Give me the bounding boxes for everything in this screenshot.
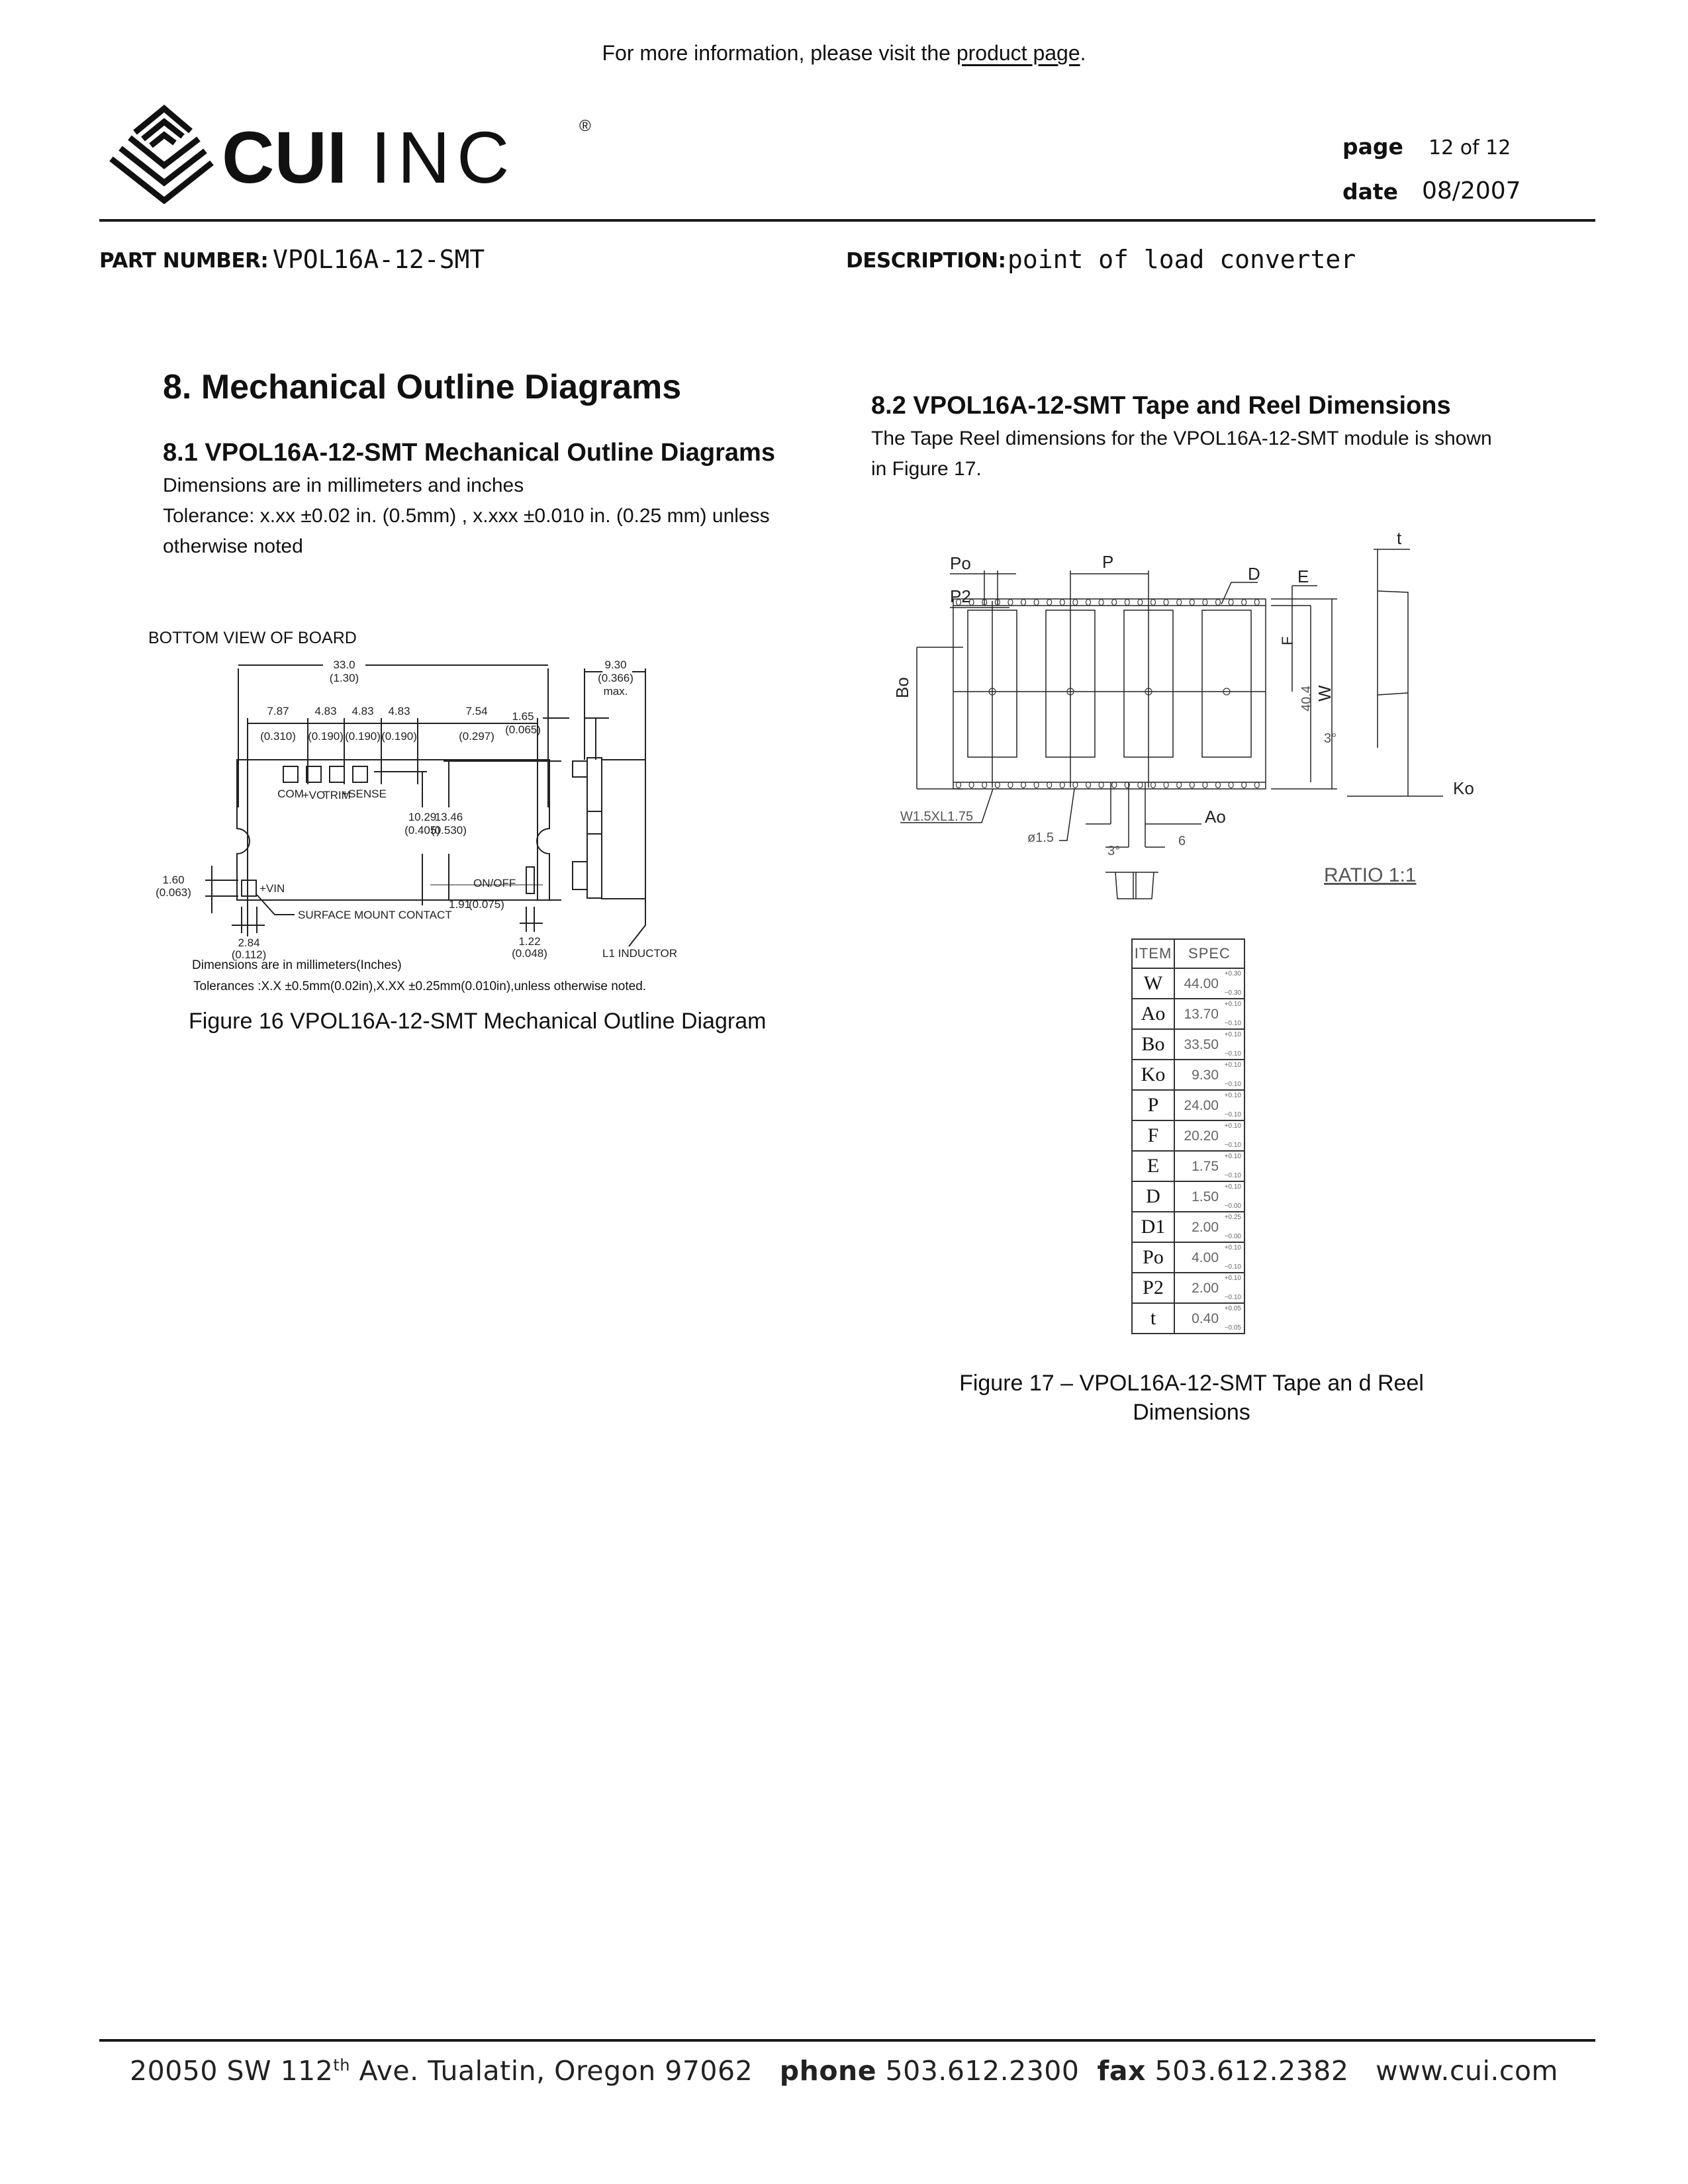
dim-overall-width: 33.0 (333, 659, 355, 671)
label-hole: ø1.5 (1027, 831, 1055, 845)
pad-vin (242, 880, 256, 896)
part-number-label: PART NUMBER: (99, 249, 269, 273)
mechanical-outline-diagram (146, 655, 847, 999)
spec-value-cell (1174, 1273, 1244, 1303)
inductor-label: L1 INDUCTOR (602, 947, 678, 960)
spec-value: 24.00 (1184, 1098, 1219, 1113)
dim-onoff-width: 1.22 (518, 935, 541, 948)
spec-value-cell (1174, 1303, 1244, 1334)
tape-reel-note-cont: in Figure 17. (871, 458, 982, 480)
label-po: Po (950, 553, 971, 573)
spec-value: 1.50 (1192, 1189, 1219, 1205)
dim-pad-height: 1.60 (162, 874, 185, 886)
header-divider (99, 219, 1595, 222)
spec-tol-plus: +0.10 (1224, 1092, 1241, 1099)
date-label: date (1342, 179, 1399, 205)
top-note-suffix: . (1080, 41, 1086, 65)
label-slot: W1.5XL1.75 (900, 809, 974, 824)
dim-pitch-3: 4.83 (352, 705, 374, 717)
spec-item: Ao (1132, 999, 1174, 1029)
spec-item: Bo (1132, 1029, 1174, 1060)
dims-note: Dimensions are in millimeters and inches (163, 475, 524, 496)
cui-logo (106, 98, 609, 204)
dim-pad-width: 2.84 (238, 936, 260, 949)
spec-tol-minus: −0.00 (1224, 1233, 1241, 1240)
footer-fax-label: fax (1097, 2055, 1146, 2087)
label-p2: P2 (950, 586, 971, 606)
spec-tol-plus: +0.05 (1224, 1305, 1241, 1312)
dim-side-thickness: 1.65 (512, 710, 534, 723)
dim-pitch-1: 7.87 (267, 705, 289, 717)
page-label: page (1342, 134, 1403, 159)
spec-table (1131, 938, 1245, 1334)
dim-onoff-offset-in: (0.075) (469, 898, 504, 911)
spec-value: 0.40 (1192, 1311, 1219, 1326)
dim-pitch-3-in: (0.190) (345, 730, 381, 743)
fig16-note-1: Dimensions are in millimeters(Inches) (192, 958, 402, 972)
pad-vo (306, 766, 321, 782)
logo-cui: CUI (222, 117, 348, 199)
spec-value-cell (1174, 999, 1244, 1029)
figure-17-caption (914, 1369, 1470, 1427)
subsection-8-1-title: 8.1 VPOL16A-12-SMT Mechanical Outline Diagrams (163, 439, 775, 467)
part-number-value: VPOL16A-12-SMT (273, 245, 485, 274)
pocket-4 (1202, 610, 1251, 757)
spec-item: t (1132, 1303, 1174, 1334)
spec-row (1132, 1242, 1244, 1273)
label-bo: Bo (892, 677, 912, 698)
tolerance-note-cont: otherwise noted (163, 535, 303, 557)
spec-tol-minus: −0.30 (1224, 989, 1241, 997)
spec-tol-plus: +0.25 (1224, 1214, 1241, 1221)
footer-phone: 503.612.2300 (885, 2055, 1080, 2087)
spec-tol-minus: −0.10 (1224, 1263, 1241, 1271)
label-40-4: 40.4 (1299, 686, 1314, 711)
footer-website-link[interactable]: www.cui.com (1376, 2055, 1558, 2087)
pad-sense (353, 766, 367, 782)
bottom-view-label: BOTTOM VIEW OF BOARD (148, 629, 357, 647)
spec-row (1132, 968, 1244, 999)
logo-inc: INC (371, 117, 516, 199)
spec-value-cell (1174, 1060, 1244, 1090)
spec-value-cell (1174, 968, 1244, 999)
page-value: 12 of 12 (1429, 136, 1511, 159)
spec-tol-plus: +0.10 (1224, 1153, 1241, 1160)
spec-value-cell (1174, 1242, 1244, 1273)
tolerance-note: Tolerance: x.xx ±0.02 in. (0.5mm) , x.xxx ±0.010 in. (0.25 mm) unless (163, 505, 770, 527)
spec-header-item: ITEM (1132, 939, 1174, 968)
spec-row (1132, 1181, 1244, 1212)
section-title: 8. Mechanical Outline Diagrams (163, 368, 682, 406)
spec-tol-minus: −0.10 (1224, 1142, 1241, 1149)
ratio-label: RATIO 1:1 (1324, 864, 1417, 886)
spec-value-cell (1174, 1090, 1244, 1120)
subsection-8-1-body (163, 471, 770, 562)
tape-outline (953, 599, 1266, 789)
spec-tol-minus: −0.10 (1224, 1172, 1241, 1179)
dim-pitch-4-in: (0.190) (381, 730, 417, 743)
dim-pitch-2-in: (0.190) (308, 730, 344, 743)
label-ko: Ko (1453, 778, 1474, 798)
spec-value-cell (1174, 1181, 1244, 1212)
spec-value: 1.75 (1192, 1159, 1219, 1174)
pad-com (283, 766, 298, 782)
spec-value: 20.20 (1184, 1128, 1219, 1144)
spec-item: D1 (1132, 1212, 1174, 1242)
dim-pitch-5: 7.54 (465, 705, 488, 717)
pin-label-sense: +SENSE (342, 788, 387, 800)
spec-tol-plus: +0.10 (1224, 1031, 1241, 1038)
spec-tol-minus: −0.10 (1224, 1111, 1241, 1118)
footer-fax: 503.612.2382 (1154, 2055, 1349, 2087)
spec-item: Po (1132, 1242, 1174, 1273)
dim-pad-height-in: (0.063) (156, 886, 191, 899)
dim-pad-width-in: (0.112) (231, 948, 267, 961)
spec-tol-plus: +0.10 (1224, 1244, 1241, 1251)
pad-trim (330, 766, 344, 782)
tape-reel-note: The Tape Reel dimensions for the VPOL16A-12-SMT module is shown (871, 428, 1492, 449)
vin-label: +VIN (259, 882, 285, 895)
top-note-text: For more information, please visit the (602, 41, 957, 65)
label-angle-pocket: 3° (1107, 844, 1121, 858)
onoff-label: ON/OFF (473, 877, 516, 889)
label-p: P (1102, 552, 1114, 572)
spec-tol-plus: +0.10 (1224, 1183, 1241, 1191)
subsection-8-2-body (871, 424, 1492, 484)
spec-item: P (1132, 1090, 1174, 1120)
spec-value: 44.00 (1184, 976, 1219, 991)
dim-pitch-2: 4.83 (314, 705, 337, 717)
description-label: DESCRIPTION: (846, 249, 1006, 273)
dim-side-width: 9.30 (604, 659, 627, 671)
cui-diamond-logo-icon (106, 98, 609, 204)
label-t: t (1397, 529, 1402, 548)
dim-height-1-in: (0.405) (404, 824, 440, 837)
pin-label-trim: TRIM (323, 789, 351, 801)
spec-row (1132, 1212, 1244, 1242)
label-angle-side: 3° (1324, 731, 1337, 746)
spec-tol-plus: +0.10 (1224, 1001, 1241, 1008)
figure-17-caption-line1: Figure 17 – VPOL16A-12-SMT Tape an d Reel (959, 1371, 1424, 1396)
spec-row (1132, 1151, 1244, 1181)
spec-tol-minus: −0.05 (1224, 1324, 1241, 1332)
dim-onoff-offset: 1.91 (449, 898, 471, 911)
footer (0, 2055, 1688, 2087)
footer-phone-label: phone (779, 2055, 876, 2087)
spec-tol-minus: −0.10 (1224, 1050, 1241, 1058)
dim-overall-width-in: (1.30) (329, 672, 359, 684)
dim-side-max: max. (603, 685, 628, 698)
dim-side-width-in: (0.366) (598, 672, 633, 684)
spec-value: 13.70 (1184, 1007, 1219, 1022)
label-ao: Ao (1205, 807, 1226, 827)
spec-item: D (1132, 1181, 1174, 1212)
spec-tol-minus: −0.00 (1224, 1203, 1241, 1210)
spec-value-cell (1174, 1212, 1244, 1242)
fig16-note-2: Tolerances :X.X ±0.5mm(0.02in),X.XX ±0.25mm(0.010in),unless otherwise noted. (193, 979, 647, 993)
dim-height-2-in: (0.530) (431, 824, 467, 837)
logo-registered: ® (579, 117, 591, 135)
spec-item: Ko (1132, 1060, 1174, 1090)
dim-height-1: 10.29 (408, 811, 437, 823)
spec-value: 2.00 (1192, 1220, 1219, 1235)
spec-row (1132, 1060, 1244, 1090)
product-page-link[interactable]: product page (956, 41, 1080, 65)
dim-pitch-4: 4.83 (388, 705, 410, 717)
description-value: point of load converter (1008, 245, 1356, 274)
spec-row (1132, 1120, 1244, 1151)
spec-header-spec: SPEC (1174, 939, 1244, 968)
spec-tol-plus: +0.10 (1224, 1062, 1241, 1069)
dim-side-thickness-in: (0.065) (505, 723, 541, 736)
spec-value-cell (1174, 1029, 1244, 1060)
spec-tol-plus: +0.10 (1224, 1122, 1241, 1130)
pad-onoff (526, 867, 534, 893)
pin-label-vo: +VO (302, 789, 326, 801)
date-value: 08/2007 (1422, 177, 1521, 205)
label-e: E (1297, 567, 1309, 586)
dim-height-2: 13.46 (434, 811, 463, 823)
footer-divider (99, 2039, 1595, 2042)
subsection-8-2-title: 8.2 VPOL16A-12-SMT Tape and Reel Dimensions (871, 392, 1451, 420)
spec-table-header (1132, 939, 1244, 968)
spec-item: P2 (1132, 1273, 1174, 1303)
smc-label: SURFACE MOUNT CONTACT (298, 909, 452, 921)
figure-16-caption: Figure 16 VPOL16A-12-SMT Mechanical Outline Diagram (189, 1009, 767, 1034)
top-note (0, 41, 1688, 66)
tape-reel-diagram (887, 529, 1509, 900)
spec-value: 2.00 (1192, 1281, 1219, 1296)
footer-address: 20050 SW 112th Ave. Tualatin, Oregon 97062 (130, 2055, 753, 2087)
figure-17-caption-line2: Dimensions (1133, 1400, 1250, 1425)
side-board (587, 758, 602, 898)
label-f: F (1279, 636, 1295, 645)
spec-value-cell (1174, 1120, 1244, 1151)
dim-pitch-5-in: (0.297) (459, 730, 494, 743)
spec-row (1132, 999, 1244, 1029)
spec-tol-plus: +0.30 (1224, 970, 1241, 978)
spec-tol-minus: −0.10 (1224, 1294, 1241, 1301)
spec-row (1132, 1303, 1244, 1334)
pin-label-com: COM (277, 788, 304, 800)
spec-tol-minus: −0.10 (1224, 1020, 1241, 1027)
side-inductor (602, 760, 645, 899)
spec-tol-minus: −0.10 (1224, 1081, 1241, 1088)
spec-item: E (1132, 1151, 1174, 1181)
spec-item: W (1132, 968, 1174, 999)
spec-value: 9.30 (1192, 1068, 1219, 1083)
spec-value: 33.50 (1184, 1037, 1219, 1052)
spec-row (1132, 1273, 1244, 1303)
spec-item: F (1132, 1120, 1174, 1151)
dim-onoff-width-in: (0.048) (512, 947, 547, 960)
spec-tol-plus: +0.10 (1224, 1275, 1241, 1282)
label-six: 6 (1178, 834, 1186, 848)
spec-row (1132, 1090, 1244, 1120)
spec-row (1132, 1029, 1244, 1060)
spec-value-cell (1174, 1151, 1244, 1181)
spec-value: 4.00 (1192, 1250, 1219, 1265)
label-w: W (1315, 685, 1335, 702)
dim-pitch-1-in: (0.310) (260, 730, 296, 743)
label-d: D (1248, 564, 1260, 584)
